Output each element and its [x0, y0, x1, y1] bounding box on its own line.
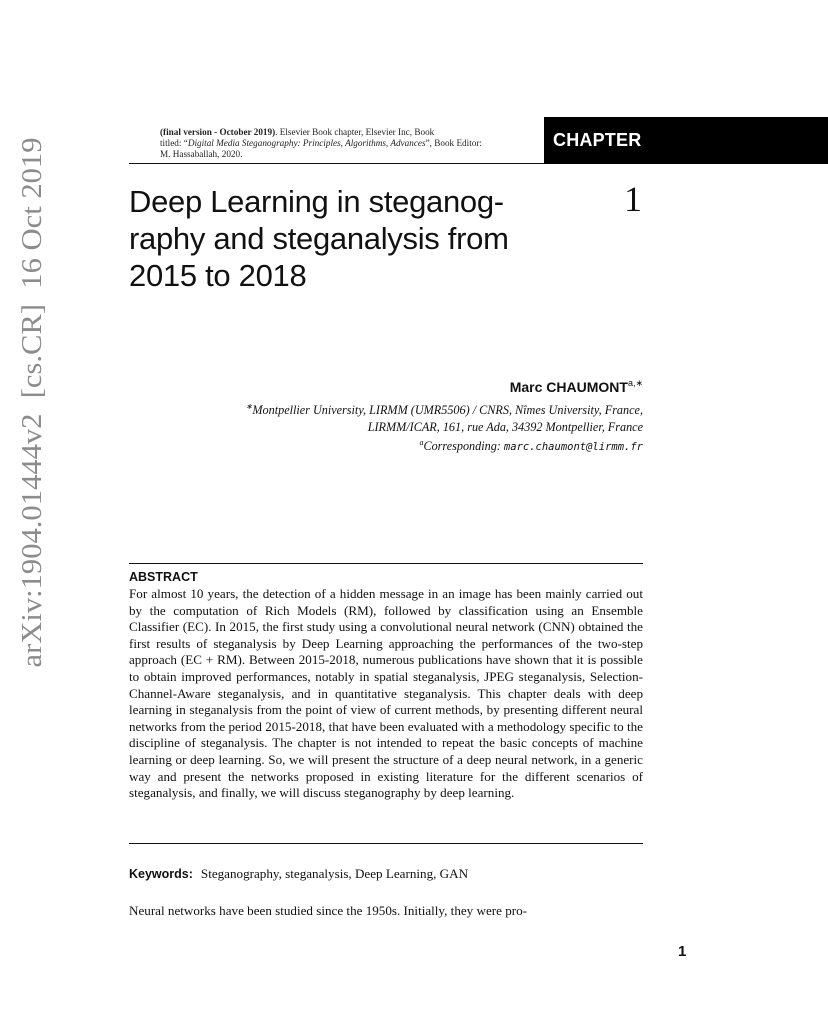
- chapter-title-line: 2015 to 2018: [129, 258, 307, 293]
- corresponding-label: Corresponding:: [423, 439, 504, 453]
- corresponding-email: marc.chaumont@lirmm.fr: [503, 441, 643, 453]
- keywords: [129, 866, 643, 882]
- affiliation-text: Montpellier University, LIRMM (UMR5506) / CNRS, Nîmes University, France,: [252, 403, 643, 417]
- chapter-label: CHAPTER: [553, 130, 642, 150]
- author: [510, 378, 643, 395]
- arxiv-identifier-text: arXiv:1904.01444v2 [cs.CR] 16 Oct 2019: [16, 164, 48, 668]
- chapter-title-line: Deep Learning in steganog-: [129, 184, 504, 219]
- abstract-bottom-rule: [129, 843, 643, 844]
- arxiv-identifier-stamp: [10, 135, 52, 670]
- header-divider: [129, 163, 544, 164]
- publication-note-line-3: M. Hassaballah, 2020.: [160, 148, 243, 159]
- corresponding-mark: a: [419, 438, 424, 447]
- affiliation-line-1: [246, 402, 643, 418]
- chapter-banner: [544, 117, 828, 164]
- abstract-top-rule: [129, 563, 643, 564]
- publication-note-line-1-rest: . Elsevier Book chapter, Elsevier Inc, Book: [275, 127, 435, 137]
- publication-note-prefix: titled: “: [160, 137, 188, 148]
- corresponding-author: [419, 438, 643, 454]
- publication-note: [160, 127, 532, 159]
- author-name: Marc CHAUMONT: [509, 379, 628, 395]
- keywords-label: Keywords:: [129, 867, 193, 881]
- keywords-value: Steganography, steganalysis, Deep Learning, GAN: [200, 866, 469, 881]
- chapter-number: 1: [624, 179, 642, 219]
- publication-note-line-2: [160, 138, 532, 149]
- publication-note-book-title: Digital Media Steganography: Principles, Algorithms, Advances: [187, 137, 426, 148]
- chapter-title-line: raphy and steganalysis from: [129, 221, 509, 256]
- publication-note-suffix: ”, Book Editor:: [425, 137, 482, 148]
- publication-note-line-1: [160, 127, 532, 138]
- affiliation-line-2: LIRMM/ICAR, 161, rue Ada, 34392 Montpellier, France: [367, 420, 643, 434]
- publication-note-version: (final version - October 2019): [160, 127, 276, 137]
- author-marks: a,∗: [627, 378, 643, 388]
- abstract-heading: ABSTRACT: [129, 570, 198, 584]
- body-text-first-line: Neural networks have been studied since the 1950s. Initially, they were pro-: [129, 903, 528, 918]
- affiliation-mark: ∗: [245, 402, 253, 411]
- abstract-body: For almost 10 years, the detection of a hidden message in an image has been mainly carried out by the computation of Rich Models (RM), followed by classification using an Ensemble Classifier (EC). In 2015, the first study using a convolutional neural network (CNN) obtained the first results of steganalysis by Deep Learning approaching the performances of the two-step approach (EC + RM). Between 2015-2018, numerous publications have shown that it is possible to obtain improved performances, notably in spatial steganalysis, JPEG steganalysis, Selection-Channel-Aware steganalysis, and in quantitative steganalysis. This chapter deals with deep learning in steganalysis from the point of view of current methods, by presenting different neural networks from the period 2015-2018, that have been evaluated with a methodology specific to the discipline of steganalysis. The chapter is not intended to repeat the basic concepts of machine learning or deep learning. So, we will present the structure of a deep neural network, in a generic way and present the networks proposed in existing literature for the different scenarios of steganalysis, and finally, we will discuss steganography by deep learning.: [129, 586, 643, 801]
- chapter-title: [129, 183, 569, 294]
- page-number: 1: [678, 943, 687, 960]
